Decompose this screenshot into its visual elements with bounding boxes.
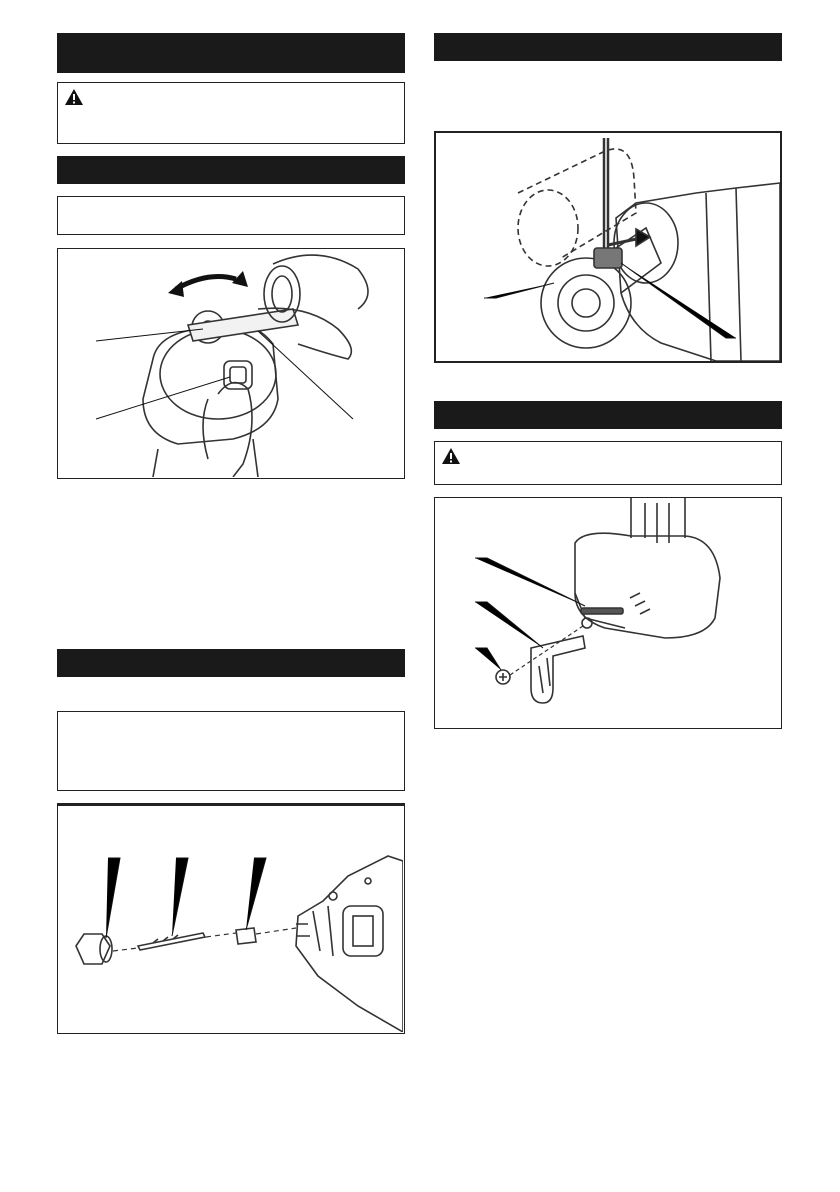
warning-box-left [57,82,405,144]
section-header-bar-2 [57,156,405,184]
note-box-2 [57,711,405,791]
section-header-bar-5 [434,401,782,429]
section-header-bar-3 [57,649,405,677]
figure-spindle-lock [57,248,405,479]
figure-collet-assembly [57,803,405,1034]
warning-box-right [434,441,782,485]
section-header-bar-1 [57,33,405,73]
section-header-bar-4 [434,33,782,61]
note-box-1 [57,196,405,235]
warning-triangle-icon [64,88,84,106]
figure-hook-attachment [434,497,782,729]
figure-guard-attachment [434,131,782,363]
double-arrow-rotation-icon [168,271,248,297]
warning-triangle-icon [441,447,461,465]
